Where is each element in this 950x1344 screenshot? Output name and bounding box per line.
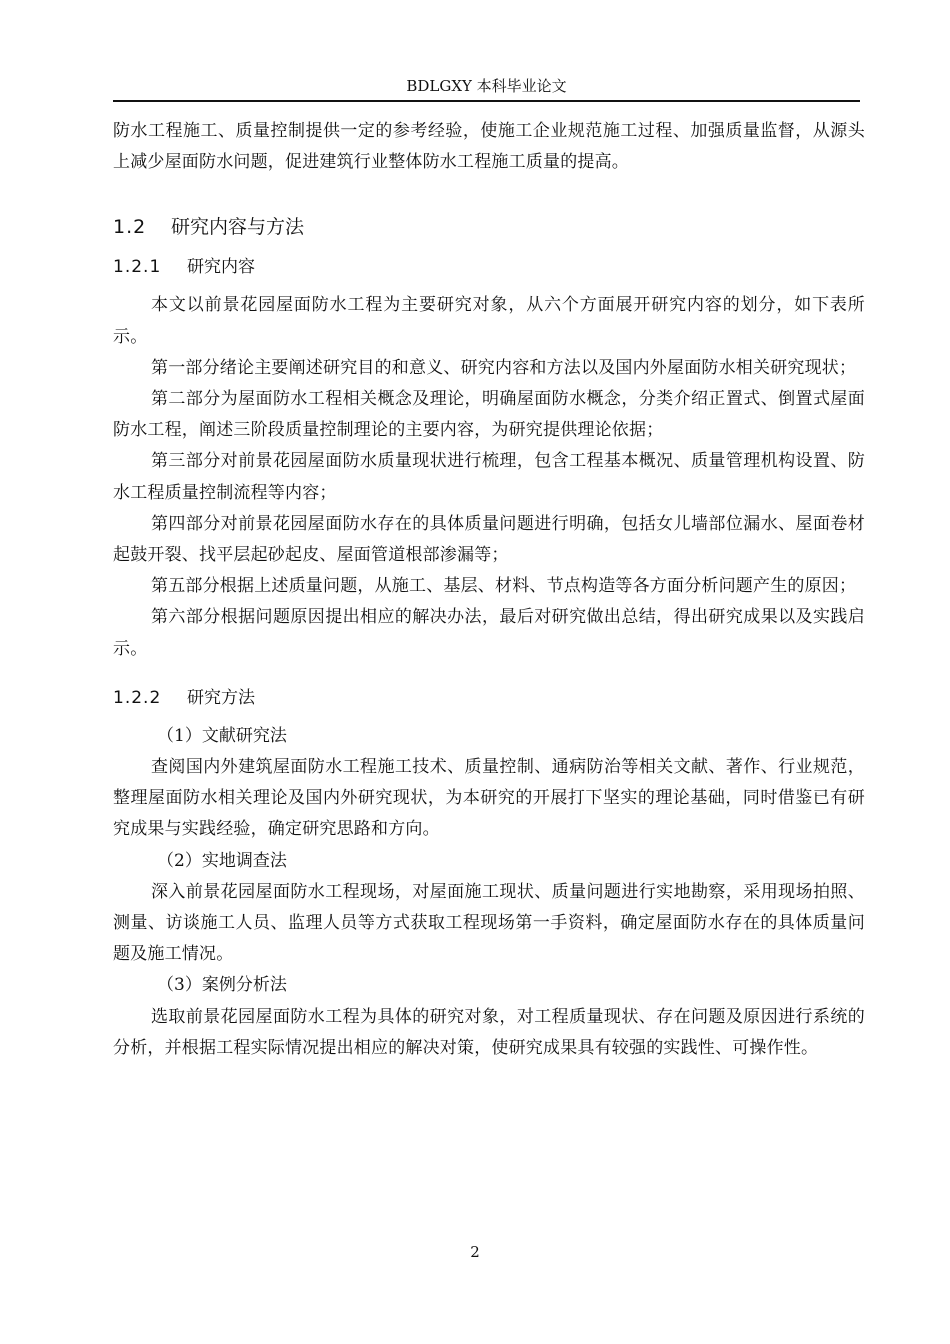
paragraph-part-6: 第六部分根据问题原因提出相应的解决办法，最后对研究做出总结，得出研究成果以及实践启示。 [113,607,865,659]
page-body [113,116,865,1064]
subsection-title: 研究内容 [187,257,255,278]
paragraph-part-4: 第四部分对前景花园屋面防水存在的具体质量问题进行明确，包括女儿墙部位漏水、屋面卷材起鼓开裂、找平层起砂起皮、屋面管道根部渗漏等； [113,513,865,566]
subsection-heading-methods [113,683,865,713]
page-number: 2 [470,1243,480,1261]
section-number: 1.2 [113,216,147,239]
paragraph-overview: 本文以前景花园屋面防水工程为主要研究对象，从六个方面展开研究内容的划分，如下表所示。 [113,295,865,347]
section-title: 研究内容与方法 [171,216,305,239]
subsection-number: 1.2.2 [113,687,162,708]
method-label: （2）实地调查法 [157,850,287,871]
method-label: （3）案例分析法 [157,975,287,996]
method-paragraph: 深入前景花园屋面防水工程现场，对屋面施工现状、质量问题进行实地勘察，采用现场拍照、测量、访谈施工人员、监理人员等方式获取工程现场第一手资料，确定屋面防水存在的具体质量问题及施工情况。 [113,881,865,965]
header-rule [113,100,860,102]
paragraph-part-3: 第三部分对前景花园屋面防水质量现状进行梳理，包含工程基本概况、质量管理机构设置、防水工程质量控制流程等内容； [113,451,865,503]
subsection-number: 1.2.1 [113,257,162,278]
paragraph-part-5: 第五部分根据上述质量问题，从施工、基层、材料、节点构造等各方面分析问题产生的原因； [151,576,857,597]
section-heading [113,212,865,242]
intro-paragraph: 防水工程施工、质量控制提供一定的参考经验，使施工企业规范施工过程、加强质量监督，从源头上减少屋面防水问题，促进建筑行业整体防水工程施工质量的提高。 [113,121,865,173]
running-header: BDLGXY 本科毕业论文 [406,77,567,95]
subsection-title: 研究方法 [187,687,255,708]
paragraph-part-2: 第二部分为屋面防水工程相关概念及理论，明确屋面防水概念，分类介绍正置式、倒置式屋面防水工程，阐述三阶段质量控制理论的主要内容，为研究提供理论依据； [113,389,865,441]
subsection-heading-content [113,252,865,282]
method-paragraph: 选取前景花园屋面防水工程为具体的研究对象，对工程质量现状、存在问题及原因进行系统的分析，并根据工程实际情况提出相应的解决对策，使研究成果具有较强的实践性、可操作性。 [113,1006,865,1058]
method-label: （1）文献研究法 [157,725,287,746]
method-paragraph: 查阅国内外建筑屋面防水工程施工技术、质量控制、通病防治等相关文献、著作、行业规范，整理屋面防水相关理论及国内外研究现状，为本研究的开展打下坚实的理论基础，同时借鉴已有研究成果与实践经验，确定研究思路和方向。 [113,757,865,840]
paragraph-part-1: 第一部分绪论主要阐述研究目的和意义、研究内容和方法以及国内外屋面防水相关研究现状； [151,357,857,378]
